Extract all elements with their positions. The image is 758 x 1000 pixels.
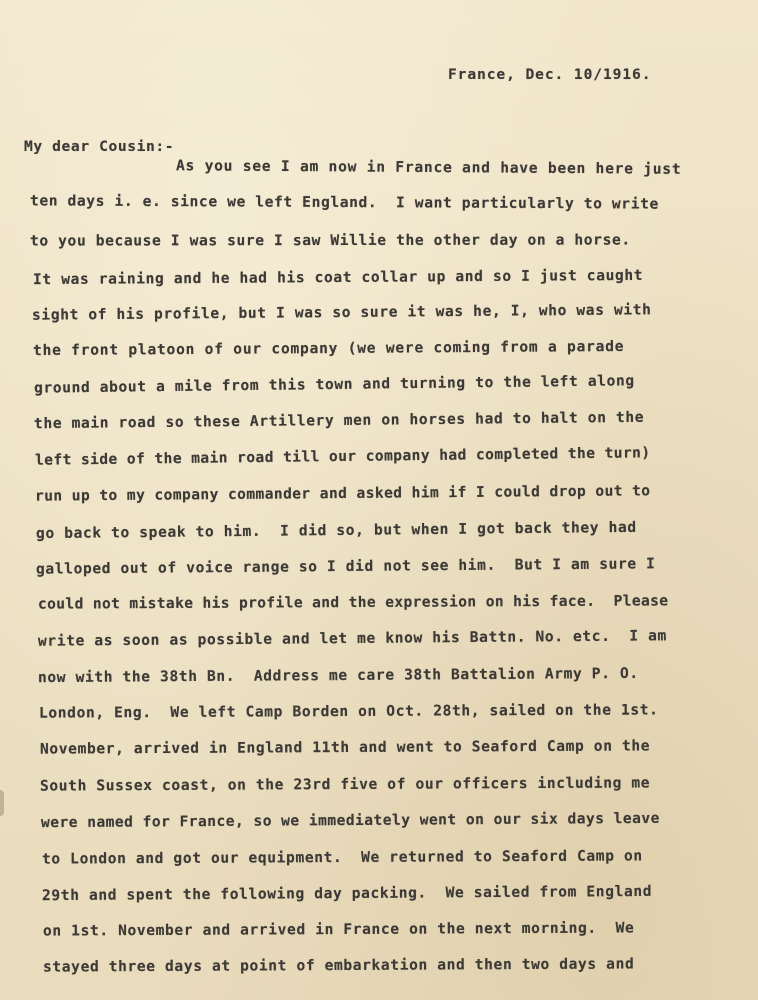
body-line-21: 29th and spent the following day packing. We sailed from England <box>41 882 653 905</box>
body-line-14: write as soon as possible and let me know his Battn. No. etc. I am <box>37 627 667 650</box>
body-line-15: now with the 38th Bn. Address me care 38th Battalion Army P. O. <box>37 664 639 687</box>
salutation: My dear Cousin:- <box>24 138 175 155</box>
body-line-19: were named for France, so we immediately went on our six days leave <box>40 809 660 832</box>
body-line-9: left side of the main road till our company had completed the turn) <box>34 444 651 469</box>
body-line-2: ten days i. e. since we left England. I want particularly to write <box>29 192 659 213</box>
body-line-12: galloped out of voice range so I did not see him. But I am sure I <box>35 555 656 578</box>
body-line-18: South Sussex coast, on the 23rd five of our officers including me <box>39 774 651 795</box>
body-line-20: to London and got our equipment. We returned to Seaford Camp on <box>41 847 643 868</box>
body-line-7: ground about a mile from this town and turning to the left along <box>33 372 635 397</box>
body-line-4: It was raining and he had his coat collar up and so I just caught <box>32 266 644 289</box>
body-line-8: the main road so these Artillery men on horses had to halt on the <box>33 408 645 433</box>
body-line-23: stayed three days at point of embarkation and then two days and <box>42 955 635 976</box>
body-line-5: sight of his profile, but I was so sure it was he, I, who was with <box>31 301 652 324</box>
dateline: France, Dec. 10/1916. <box>448 66 652 83</box>
body-line-17: November, arrived in England 11th and went to Seaford Camp on the <box>39 737 651 758</box>
punch-hole-mark <box>0 790 4 816</box>
body-line-16: London, Eng. We left Camp Borden on Oct. 28th, sailed on the 1st. <box>38 701 659 722</box>
body-line-6: the front platoon of our company (we were coming from a parade <box>32 337 625 360</box>
body-line-10: run up to my company commander and asked him if I could drop out to <box>34 482 651 505</box>
body-line-11: go back to speak to him. I did so, but when I got back they had <box>35 518 637 543</box>
body-line-22: on 1st. November and arrived in France on the next morning. We <box>42 919 635 940</box>
body-line-1: As you see I am now in France and have been here just <box>175 157 682 178</box>
body-line-3: to you because I was sure I saw Willie the other day on a horse. <box>29 231 631 250</box>
body-line-13: could not mistake his profile and the expression on his face. Please <box>37 592 669 613</box>
